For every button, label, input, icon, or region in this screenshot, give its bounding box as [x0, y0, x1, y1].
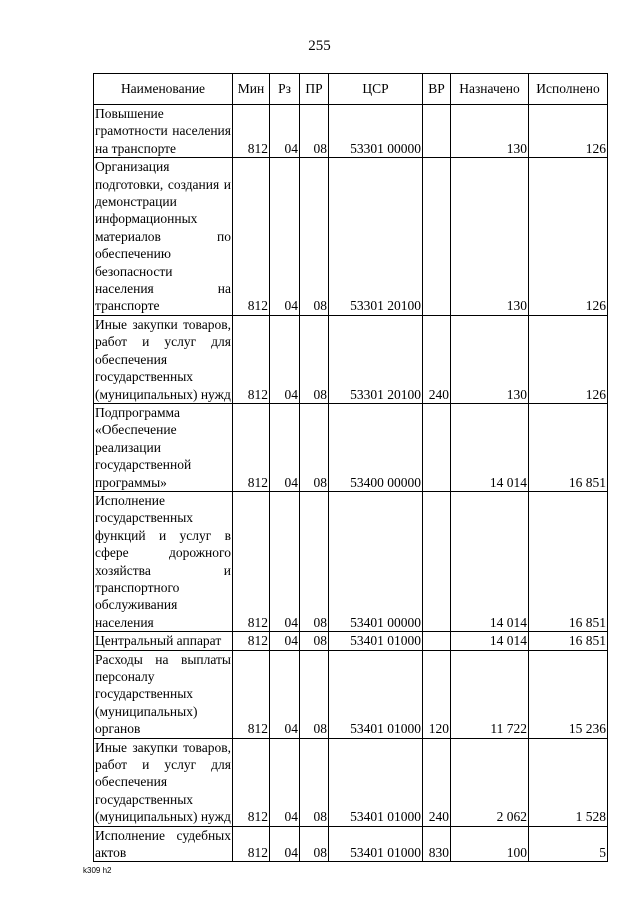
- row-pr: 08: [300, 826, 329, 862]
- row-assigned: 100: [451, 826, 529, 862]
- row-vr: [423, 158, 451, 316]
- row-executed: 16 851: [529, 491, 608, 631]
- row-name: Иные закупки товаров, работ и услуг для обеспечения государственных (муниципальных) нужд: [95, 739, 231, 825]
- row-executed: 16 851: [529, 632, 608, 650]
- page-number: 255: [308, 38, 331, 54]
- row-pr: 08: [300, 632, 329, 650]
- row-rz: 04: [270, 491, 300, 631]
- row-vr: 240: [423, 738, 451, 826]
- row-executed: 126: [529, 315, 608, 403]
- header-executed: Исполнено: [529, 74, 608, 105]
- row-pr: 08: [300, 105, 329, 158]
- header-name: Наименование: [94, 74, 233, 105]
- row-csr: 53401 01000: [329, 650, 423, 738]
- row-pr: 08: [300, 158, 329, 316]
- row-min: 812: [233, 826, 270, 862]
- header-vr: ВР: [423, 74, 451, 105]
- header-pr: ПР: [300, 74, 329, 105]
- row-executed: 126: [529, 158, 608, 316]
- row-min: 812: [233, 105, 270, 158]
- row-min: 812: [233, 315, 270, 403]
- row-assigned: 2 062: [451, 738, 529, 826]
- row-csr: 53401 01000: [329, 826, 423, 862]
- row-csr: 53400 00000: [329, 403, 423, 491]
- row-vr: [423, 105, 451, 158]
- row-pr: 08: [300, 403, 329, 491]
- row-vr: [423, 403, 451, 491]
- row-rz: 04: [270, 315, 300, 403]
- row-rz: 04: [270, 403, 300, 491]
- row-pr: 08: [300, 738, 329, 826]
- row-assigned: 14 014: [451, 632, 529, 650]
- header-assigned: Назначено: [451, 74, 529, 105]
- row-executed: 1 528: [529, 738, 608, 826]
- row-vr: [423, 632, 451, 650]
- header-csr: ЦСР: [329, 74, 423, 105]
- row-min: 812: [233, 738, 270, 826]
- row-pr: 08: [300, 315, 329, 403]
- row-csr: 53301 00000: [329, 105, 423, 158]
- table-row: [94, 315, 608, 403]
- row-rz: 04: [270, 650, 300, 738]
- row-min: 812: [233, 632, 270, 650]
- row-csr: 53401 00000: [329, 491, 423, 631]
- row-min: 812: [233, 403, 270, 491]
- row-executed: 5: [529, 826, 608, 862]
- row-name: Центральный аппарат: [94, 632, 233, 650]
- row-executed: 16 851: [529, 403, 608, 491]
- table-row: [94, 105, 608, 158]
- row-name: Организация подготовки, создания и демонстрации информационных материалов по обеспечению безопасности населения на транспорте: [95, 159, 231, 314]
- table-row: [94, 826, 608, 862]
- table-row: [94, 632, 608, 650]
- row-min: 812: [233, 650, 270, 738]
- table-row: [94, 403, 608, 491]
- row-assigned: 14 014: [451, 491, 529, 631]
- row-vr: 120: [423, 650, 451, 738]
- row-rz: 04: [270, 105, 300, 158]
- row-csr: 53301 20100: [329, 315, 423, 403]
- header-rz: Рз: [270, 74, 300, 105]
- row-rz: 04: [270, 632, 300, 650]
- row-name: Исполнение судебных актов: [95, 827, 231, 861]
- row-executed: 126: [529, 105, 608, 158]
- row-pr: 08: [300, 491, 329, 631]
- row-name: Расходы на выплаты персоналу государственных (муниципальных) органов: [95, 651, 231, 737]
- row-csr: 53401 01000: [329, 632, 423, 650]
- header-min: Мин: [233, 74, 270, 105]
- row-assigned: 130: [451, 158, 529, 316]
- row-min: 812: [233, 158, 270, 316]
- row-pr: 08: [300, 650, 329, 738]
- row-name: Повышение грамотности населения на транспорте: [95, 106, 231, 156]
- table-row: [94, 491, 608, 631]
- row-executed: 15 236: [529, 650, 608, 738]
- budget-table: [93, 73, 608, 862]
- footer-code: k309 h2: [83, 866, 112, 875]
- table-row: [94, 738, 608, 826]
- row-csr: 53301 20100: [329, 158, 423, 316]
- row-vr: 240: [423, 315, 451, 403]
- row-vr: [423, 491, 451, 631]
- row-name: Подпрограмма «Обеспечение реализации государственной программы»: [94, 403, 233, 491]
- row-min: 812: [233, 491, 270, 631]
- row-vr: 830: [423, 826, 451, 862]
- row-assigned: 11 722: [451, 650, 529, 738]
- table-row: [94, 650, 608, 738]
- row-rz: 04: [270, 158, 300, 316]
- row-assigned: 14 014: [451, 403, 529, 491]
- table-row: [94, 158, 608, 316]
- row-assigned: 130: [451, 315, 529, 403]
- header-row: [94, 74, 608, 105]
- row-name: Иные закупки товаров, работ и услуг для обеспечения государственных (муниципальных) нужд: [95, 316, 231, 402]
- row-assigned: 130: [451, 105, 529, 158]
- row-rz: 04: [270, 826, 300, 862]
- row-csr: 53401 01000: [329, 738, 423, 826]
- row-rz: 04: [270, 738, 300, 826]
- row-name: Исполнение государственных функций и услуг в сфере дорожного хозяйства и транспортного обслуживания населения: [95, 492, 231, 630]
